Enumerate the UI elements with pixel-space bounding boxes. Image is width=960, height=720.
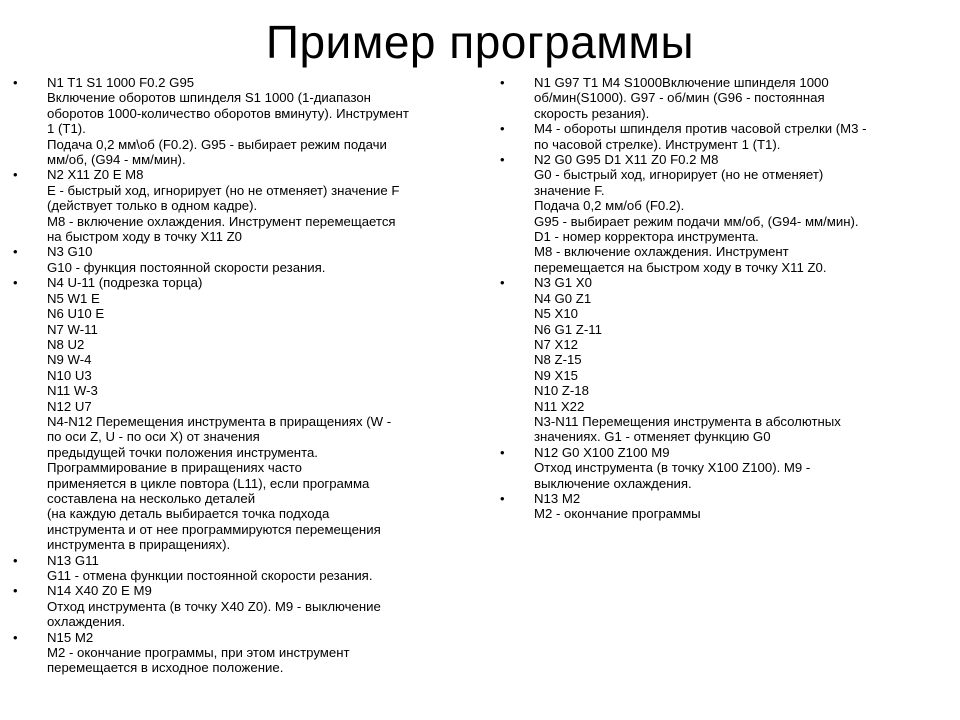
left-program-block xyxy=(13,583,477,630)
program-block-text: мм/об, (G94 - мм/мин). xyxy=(47,152,186,168)
program-block-text: Подача 0,2 мм/об (F0.2). xyxy=(534,198,685,214)
program-block-text: N4-N12 Перемещения инструмента в приращениях (W - xyxy=(47,413,392,429)
program-block-text: (на каждую деталь выбирается точка подхода xyxy=(47,506,330,522)
program-block-text: 1 (T1). xyxy=(47,121,86,137)
program-block-text: об/мин(S1000). G97 - об/мин (G96 - постоянная xyxy=(534,90,825,106)
program-block-text: по часовой стрелке). Инструмент 1 (T1). xyxy=(534,136,781,152)
program-block-text: значениях. G1 - отменяет функцию G0 xyxy=(534,429,771,445)
program-block-text: N10 Z-18 xyxy=(534,383,589,399)
bullet-icon: • xyxy=(13,75,18,90)
bullet-icon: • xyxy=(500,152,505,168)
program-block-code: N13 G11 xyxy=(47,552,99,568)
page-title: Пример программы xyxy=(265,16,695,68)
program-block-code: N4 U-11 (подрезка торца) xyxy=(47,275,203,291)
program-block-text: инструмента в приращениях). xyxy=(47,537,231,553)
program-block-text: Подача 0,2 мм\об (F0.2). G95 - выбирает режим подачи xyxy=(47,136,387,152)
bullet-icon: • xyxy=(13,244,18,260)
program-block-text: по оси Z, U - по оси X) от значения xyxy=(47,429,260,445)
program-block-text: Отход инструмента (в точку X40 Z0). M9 - выключение xyxy=(47,598,381,614)
program-block-text: предыдущей точки положения инструмента. xyxy=(47,444,318,460)
program-block-text: N10 U3 xyxy=(47,367,92,383)
right-program-block xyxy=(500,490,944,522)
program-block-text: M2 - окончание программы xyxy=(534,506,701,522)
program-block-code: M4 - обороты шпинделя против часовой стрелки (M3 - xyxy=(534,121,867,137)
program-block-code: N2 G0 G95 D1 X11 Z0 F0.2 M8 xyxy=(534,152,719,168)
program-block-code: N12 G0 X100 Z100 M9 xyxy=(534,444,670,460)
bullet-icon: • xyxy=(13,583,18,599)
program-block-text: инструмента и от нее программируются перемещения xyxy=(47,521,381,537)
program-block-text: Включение оборотов шпинделя S1 1000 (1-диапазон xyxy=(47,90,371,106)
left-program-block xyxy=(13,275,477,553)
program-block-text: G95 - выбирает режим подачи мм/об, (G94- мм/мин). xyxy=(534,213,859,229)
program-block-text: (действует только в одном кадре). xyxy=(47,198,258,214)
program-block-text: N8 U2 xyxy=(47,336,85,352)
program-block-text: N7 X12 xyxy=(534,336,578,352)
program-block-text: N9 W-4 xyxy=(47,352,92,368)
program-block-text: M8 - включение охлаждения. Инструмент xyxy=(534,244,789,260)
program-block-text: оборотов 1000-количество оборотов вминуту). Инструмент xyxy=(47,105,409,121)
program-block-text: перемещается в исходное положение. xyxy=(47,660,284,676)
left-program-block xyxy=(13,552,477,584)
bullet-icon: • xyxy=(500,121,505,137)
program-block-text: Программирование в приращениях часто xyxy=(47,460,302,476)
program-block-text: скорость резания). xyxy=(534,105,650,121)
left-column xyxy=(13,75,477,676)
right-program-block xyxy=(500,275,944,445)
program-block-code: N13 M2 xyxy=(534,490,581,506)
program-block-text: N3-N11 Перемещения инструмента в абсолютных xyxy=(534,413,841,429)
bullet-icon: • xyxy=(500,444,505,460)
left-program-block xyxy=(13,167,477,245)
program-block-text: N6 G1 Z-11 xyxy=(534,321,602,337)
bullet-icon: • xyxy=(500,275,505,291)
program-block-text: значение F. xyxy=(534,182,605,198)
program-block-code: N1 T1 S1 1000 F0.2 G95 xyxy=(47,75,195,90)
program-block-text: N5 W1 E xyxy=(47,290,100,306)
program-block-code: N3 G1 X0 xyxy=(534,275,592,291)
program-block-code: N15 M2 xyxy=(47,629,94,645)
program-block-text: N4 G0 Z1 xyxy=(534,290,592,306)
left-program-block xyxy=(13,629,477,676)
program-block-text: E - быстрый ход, игнорирует (но не отменяет) значение F xyxy=(47,182,400,198)
program-block-text: применяется в цикле повтора (L11), если программа xyxy=(47,475,370,491)
bullet-icon: • xyxy=(500,75,505,90)
program-block-text: на быстром ходу в точку X11 Z0 xyxy=(47,229,242,245)
program-block-text: N11 X22 xyxy=(534,398,585,414)
program-block-text: N8 Z-15 xyxy=(534,352,582,368)
program-block-text: N9 X15 xyxy=(534,367,578,383)
program-block-text: D1 - номер корректора инструмента. xyxy=(534,229,759,245)
program-block-text: N12 U7 xyxy=(47,398,92,414)
bullet-icon: • xyxy=(500,490,505,506)
program-block-text: M2 - окончание программы, при этом инструмент xyxy=(47,645,350,661)
program-block-text: G10 - функция постоянной скорости резания. xyxy=(47,259,326,275)
bullet-icon: • xyxy=(13,552,18,568)
right-program-block xyxy=(500,152,944,275)
program-block-text: G11 - отмена функции постоянной скорости резания. xyxy=(47,568,373,583)
right-program-block xyxy=(500,444,944,491)
program-block-text: N7 W-11 xyxy=(47,321,98,337)
program-block-text: Отход инструмента (в точку X100 Z100). M9 - xyxy=(534,460,811,476)
left-program-block xyxy=(13,75,477,168)
bullet-icon: • xyxy=(13,629,18,645)
program-block-code: N1 G97 T1 M4 S1000Включение шпинделя 1000 xyxy=(534,75,829,90)
bullet-icon: • xyxy=(13,275,18,291)
program-block-text: N11 W-3 xyxy=(47,383,98,399)
program-block-text: M8 - включение охлаждения. Инструмент перемещается xyxy=(47,213,396,229)
program-block-text: составлена на несколько деталей xyxy=(47,490,256,506)
left-program-block xyxy=(13,244,477,275)
program-block-text: G0 - быстрый ход, игнорирует (но не отменяет) xyxy=(534,167,824,183)
program-block-text: N6 U10 E xyxy=(47,306,105,322)
program-block-text: перемещается на быстром ходу в точку X11 Z0. xyxy=(534,259,827,275)
program-block-code: N3 G10 xyxy=(47,244,93,260)
right-program-block xyxy=(500,75,944,121)
program-block-code: N14 X40 Z0 E M9 xyxy=(47,583,152,599)
program-block-text: выключение охлаждения. xyxy=(534,475,692,491)
program-block-text: охлаждения. xyxy=(47,614,126,630)
program-block-text: N5 X10 xyxy=(534,306,578,322)
bullet-icon: • xyxy=(13,167,18,183)
right-program-block xyxy=(500,121,944,152)
program-block-code: N2 X11 Z0 E M8 xyxy=(47,167,144,183)
right-column xyxy=(500,75,944,522)
